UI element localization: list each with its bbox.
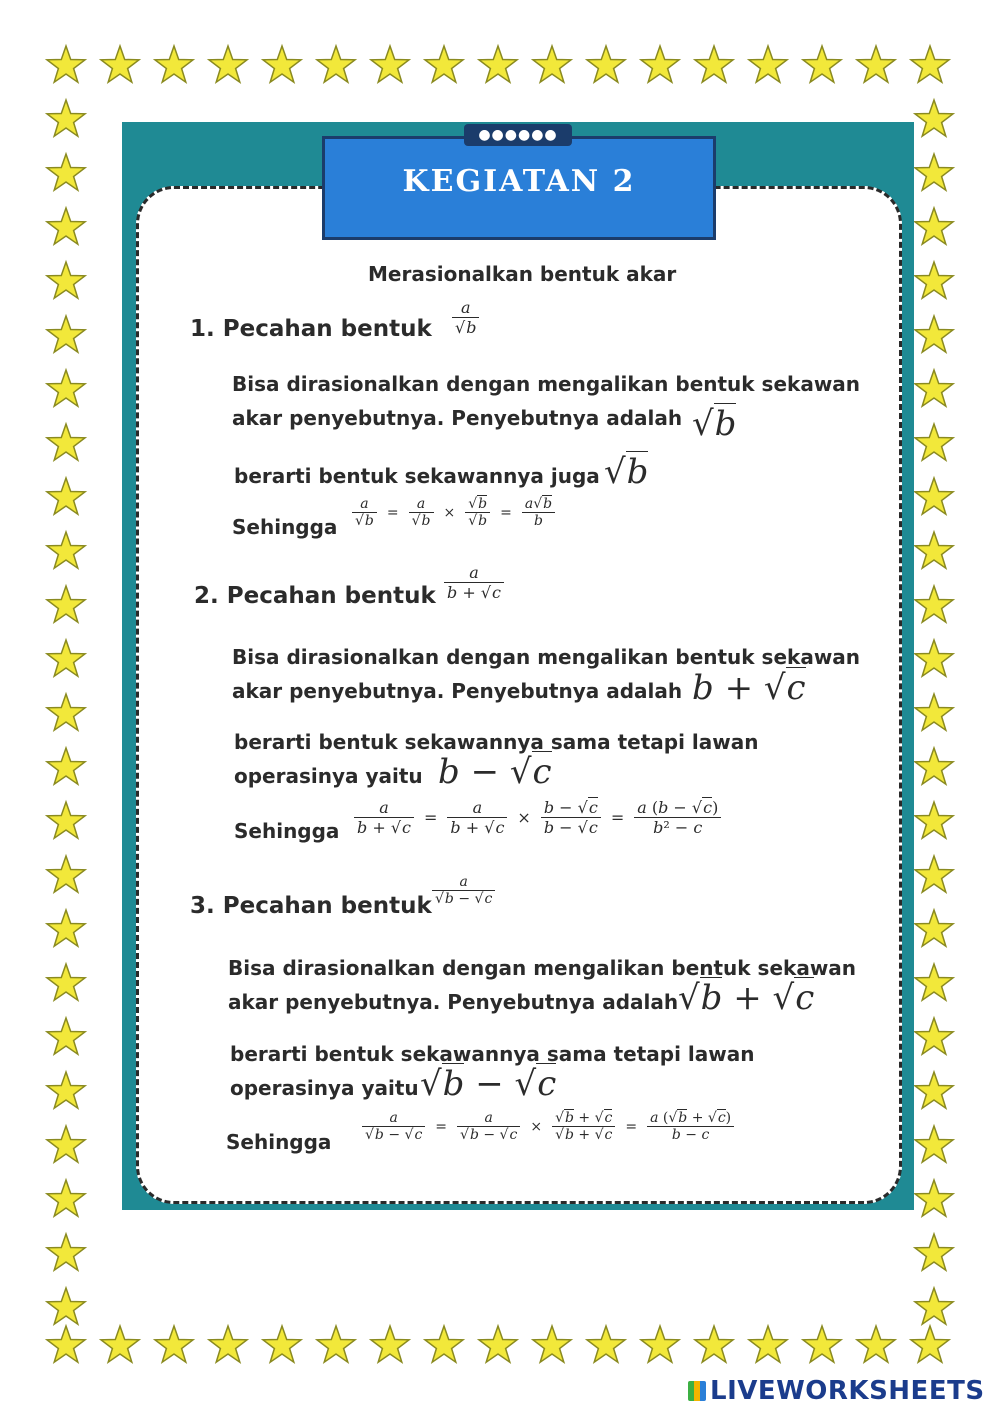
- section-3-desc-3: berarti bentuk sekawannya sama tetapi lawan: [230, 1042, 755, 1066]
- star-icon: [47, 46, 85, 82]
- section-2-heading: 2. Pecahan bentuk: [194, 583, 436, 609]
- star-icon: [47, 1234, 85, 1270]
- section-1-desc-1: Bisa dirasionalkan dengan mengalikan bentuk sekawan: [232, 372, 861, 396]
- star-icon: [915, 640, 953, 676]
- star-icon: [587, 1326, 625, 1362]
- star-icon: [915, 262, 953, 298]
- star-icon: [915, 1018, 953, 1054]
- section-2-equation: $\frac{a}{b + √c}$ = $\frac{a}{b + √c}$ × $\frac{b - √c}{b - √c}$ = $\frac{a (b - √c)}{\text{b² − c}}$: [350, 798, 725, 837]
- star-icon: [47, 694, 85, 730]
- star-icon: [101, 46, 139, 82]
- star-icon: [749, 1326, 787, 1362]
- star-icon: [47, 856, 85, 892]
- section-3-desc-4: operasinya yaitu: [230, 1076, 419, 1100]
- section-3-result-label: Sehingga: [226, 1130, 332, 1154]
- section-1-equation: $\frac{a}{√b}$ = $\frac{a}{√b}$ × $\frac{√b}{√b}$ = $\frac{a√b}{b}$: [348, 496, 559, 529]
- section-3-equation: $\frac{a}{√b - √c}$ = $\frac{a}{√b - √c}$ × $\frac{√b + √c}{√b + √c}$ = $\frac{a (√b + √c)}{b - c}$: [358, 1110, 738, 1143]
- star-icon: [911, 46, 949, 82]
- section-3-denominator: √b + √c: [678, 978, 815, 1018]
- star-icon: [425, 1326, 463, 1362]
- star-icon: [47, 1180, 85, 1216]
- star-icon: [915, 208, 953, 244]
- star-icon: [47, 154, 85, 190]
- subtitle: Merasionalkan bentuk akar: [368, 262, 677, 286]
- star-icon: [749, 46, 787, 82]
- star-icon: [47, 640, 85, 676]
- star-icon: [47, 1126, 85, 1162]
- star-icon: [915, 532, 953, 568]
- star-icon: [915, 154, 953, 190]
- star-icon: [371, 46, 409, 82]
- star-icon: [915, 370, 953, 406]
- star-icon: [641, 1326, 679, 1362]
- star-icon: [479, 1326, 517, 1362]
- star-icon: [915, 802, 953, 838]
- star-icon: [915, 1288, 953, 1324]
- star-icon: [915, 478, 953, 514]
- star-icon: [47, 478, 85, 514]
- star-icon: [47, 1072, 85, 1108]
- star-icon: [915, 856, 953, 892]
- star-icon: [641, 46, 679, 82]
- star-icon: [479, 46, 517, 82]
- star-icon: [915, 748, 953, 784]
- star-icon: [47, 316, 85, 352]
- star-icon: [371, 1326, 409, 1362]
- star-icon: [915, 100, 953, 136]
- page-title: KEGIATAN 2: [402, 164, 636, 199]
- star-icon: [915, 1126, 953, 1162]
- star-icon: [101, 1326, 139, 1362]
- star-icon: [47, 910, 85, 946]
- section-2-desc-4: operasinya yaitu: [234, 764, 423, 788]
- star-icon: [915, 316, 953, 352]
- section-1-fraction: $\frac{a}{√b}$: [448, 298, 483, 337]
- star-icon: [857, 46, 895, 82]
- star-icon: [915, 1072, 953, 1108]
- section-2-desc-2: akar penyebutnya. Penyebutnya adalah: [232, 679, 683, 703]
- star-icon: [425, 46, 463, 82]
- section-2-denominator: b + √c: [692, 668, 806, 708]
- star-icon: [915, 1234, 953, 1270]
- star-icon: [47, 1326, 85, 1362]
- star-icon: [533, 1326, 571, 1362]
- section-2-desc-1: Bisa dirasionalkan dengan mengalikan bentuk sekawan: [232, 645, 861, 669]
- star-icon: [47, 748, 85, 784]
- star-icon: [803, 1326, 841, 1362]
- star-icon: [209, 46, 247, 82]
- star-icon: [47, 208, 85, 244]
- star-icon: [317, 46, 355, 82]
- star-icon: [47, 532, 85, 568]
- star-icon: [317, 1326, 355, 1362]
- section-2-conjugate: b − √c: [438, 752, 552, 792]
- star-icon: [155, 1326, 193, 1362]
- star-icon: [915, 910, 953, 946]
- star-icon: [263, 1326, 301, 1362]
- section-3-desc-2: akar penyebutnya. Penyebutnya adalah: [228, 990, 679, 1014]
- star-icon: [209, 1326, 247, 1362]
- watermark-text: LIVEWORKSHEETS: [710, 1376, 985, 1406]
- star-icon: [47, 1018, 85, 1054]
- star-icon: [47, 424, 85, 460]
- section-1-heading: 1. Pecahan bentuk: [190, 316, 432, 342]
- star-icon: [47, 1288, 85, 1324]
- section-1-conjugate: √b: [604, 452, 649, 492]
- section-2-fraction: $\frac{a}{b + √c}$: [440, 563, 508, 602]
- star-icon: [47, 262, 85, 298]
- star-icon: [915, 694, 953, 730]
- section-1-desc-2: akar penyebutnya. Penyebutnya adalah: [232, 406, 683, 430]
- star-icon: [47, 370, 85, 406]
- star-icon: [47, 964, 85, 1000]
- star-icon: [263, 46, 301, 82]
- star-icon: [695, 46, 733, 82]
- star-icon: [695, 1326, 733, 1362]
- star-icon: [915, 586, 953, 622]
- section-3-heading: 3. Pecahan bentuk: [190, 893, 432, 919]
- section-3-fraction: $\frac{a}{√b - √c}$: [428, 874, 499, 907]
- star-icon: [803, 46, 841, 82]
- star-icon: [155, 46, 193, 82]
- star-icon: [47, 100, 85, 136]
- star-icon: [915, 424, 953, 460]
- star-icon: [533, 46, 571, 82]
- section-3-desc-1: Bisa dirasionalkan dengan mengalikan bentuk sekawan: [228, 956, 857, 980]
- liveworksheets-icon: [688, 1381, 706, 1401]
- liveworksheets-logo: [688, 1376, 985, 1406]
- title-tab-dots: ●●●●●●: [464, 124, 572, 146]
- section-3-conjugate: √b − √c: [420, 1064, 557, 1104]
- star-icon: [911, 1326, 949, 1362]
- star-icon: [47, 586, 85, 622]
- section-1-desc-3: berarti bentuk sekawannya juga: [234, 464, 600, 488]
- star-icon: [915, 964, 953, 1000]
- star-icon: [915, 1180, 953, 1216]
- section-1-result-label: Sehingga: [232, 515, 338, 539]
- star-icon: [47, 802, 85, 838]
- section-2-result-label: Sehingga: [234, 819, 340, 843]
- section-2-desc-3: berarti bentuk sekawannya sama tetapi lawan: [234, 730, 759, 754]
- star-icon: [587, 46, 625, 82]
- star-icon: [857, 1326, 895, 1362]
- section-1-root-b: √b: [692, 404, 737, 444]
